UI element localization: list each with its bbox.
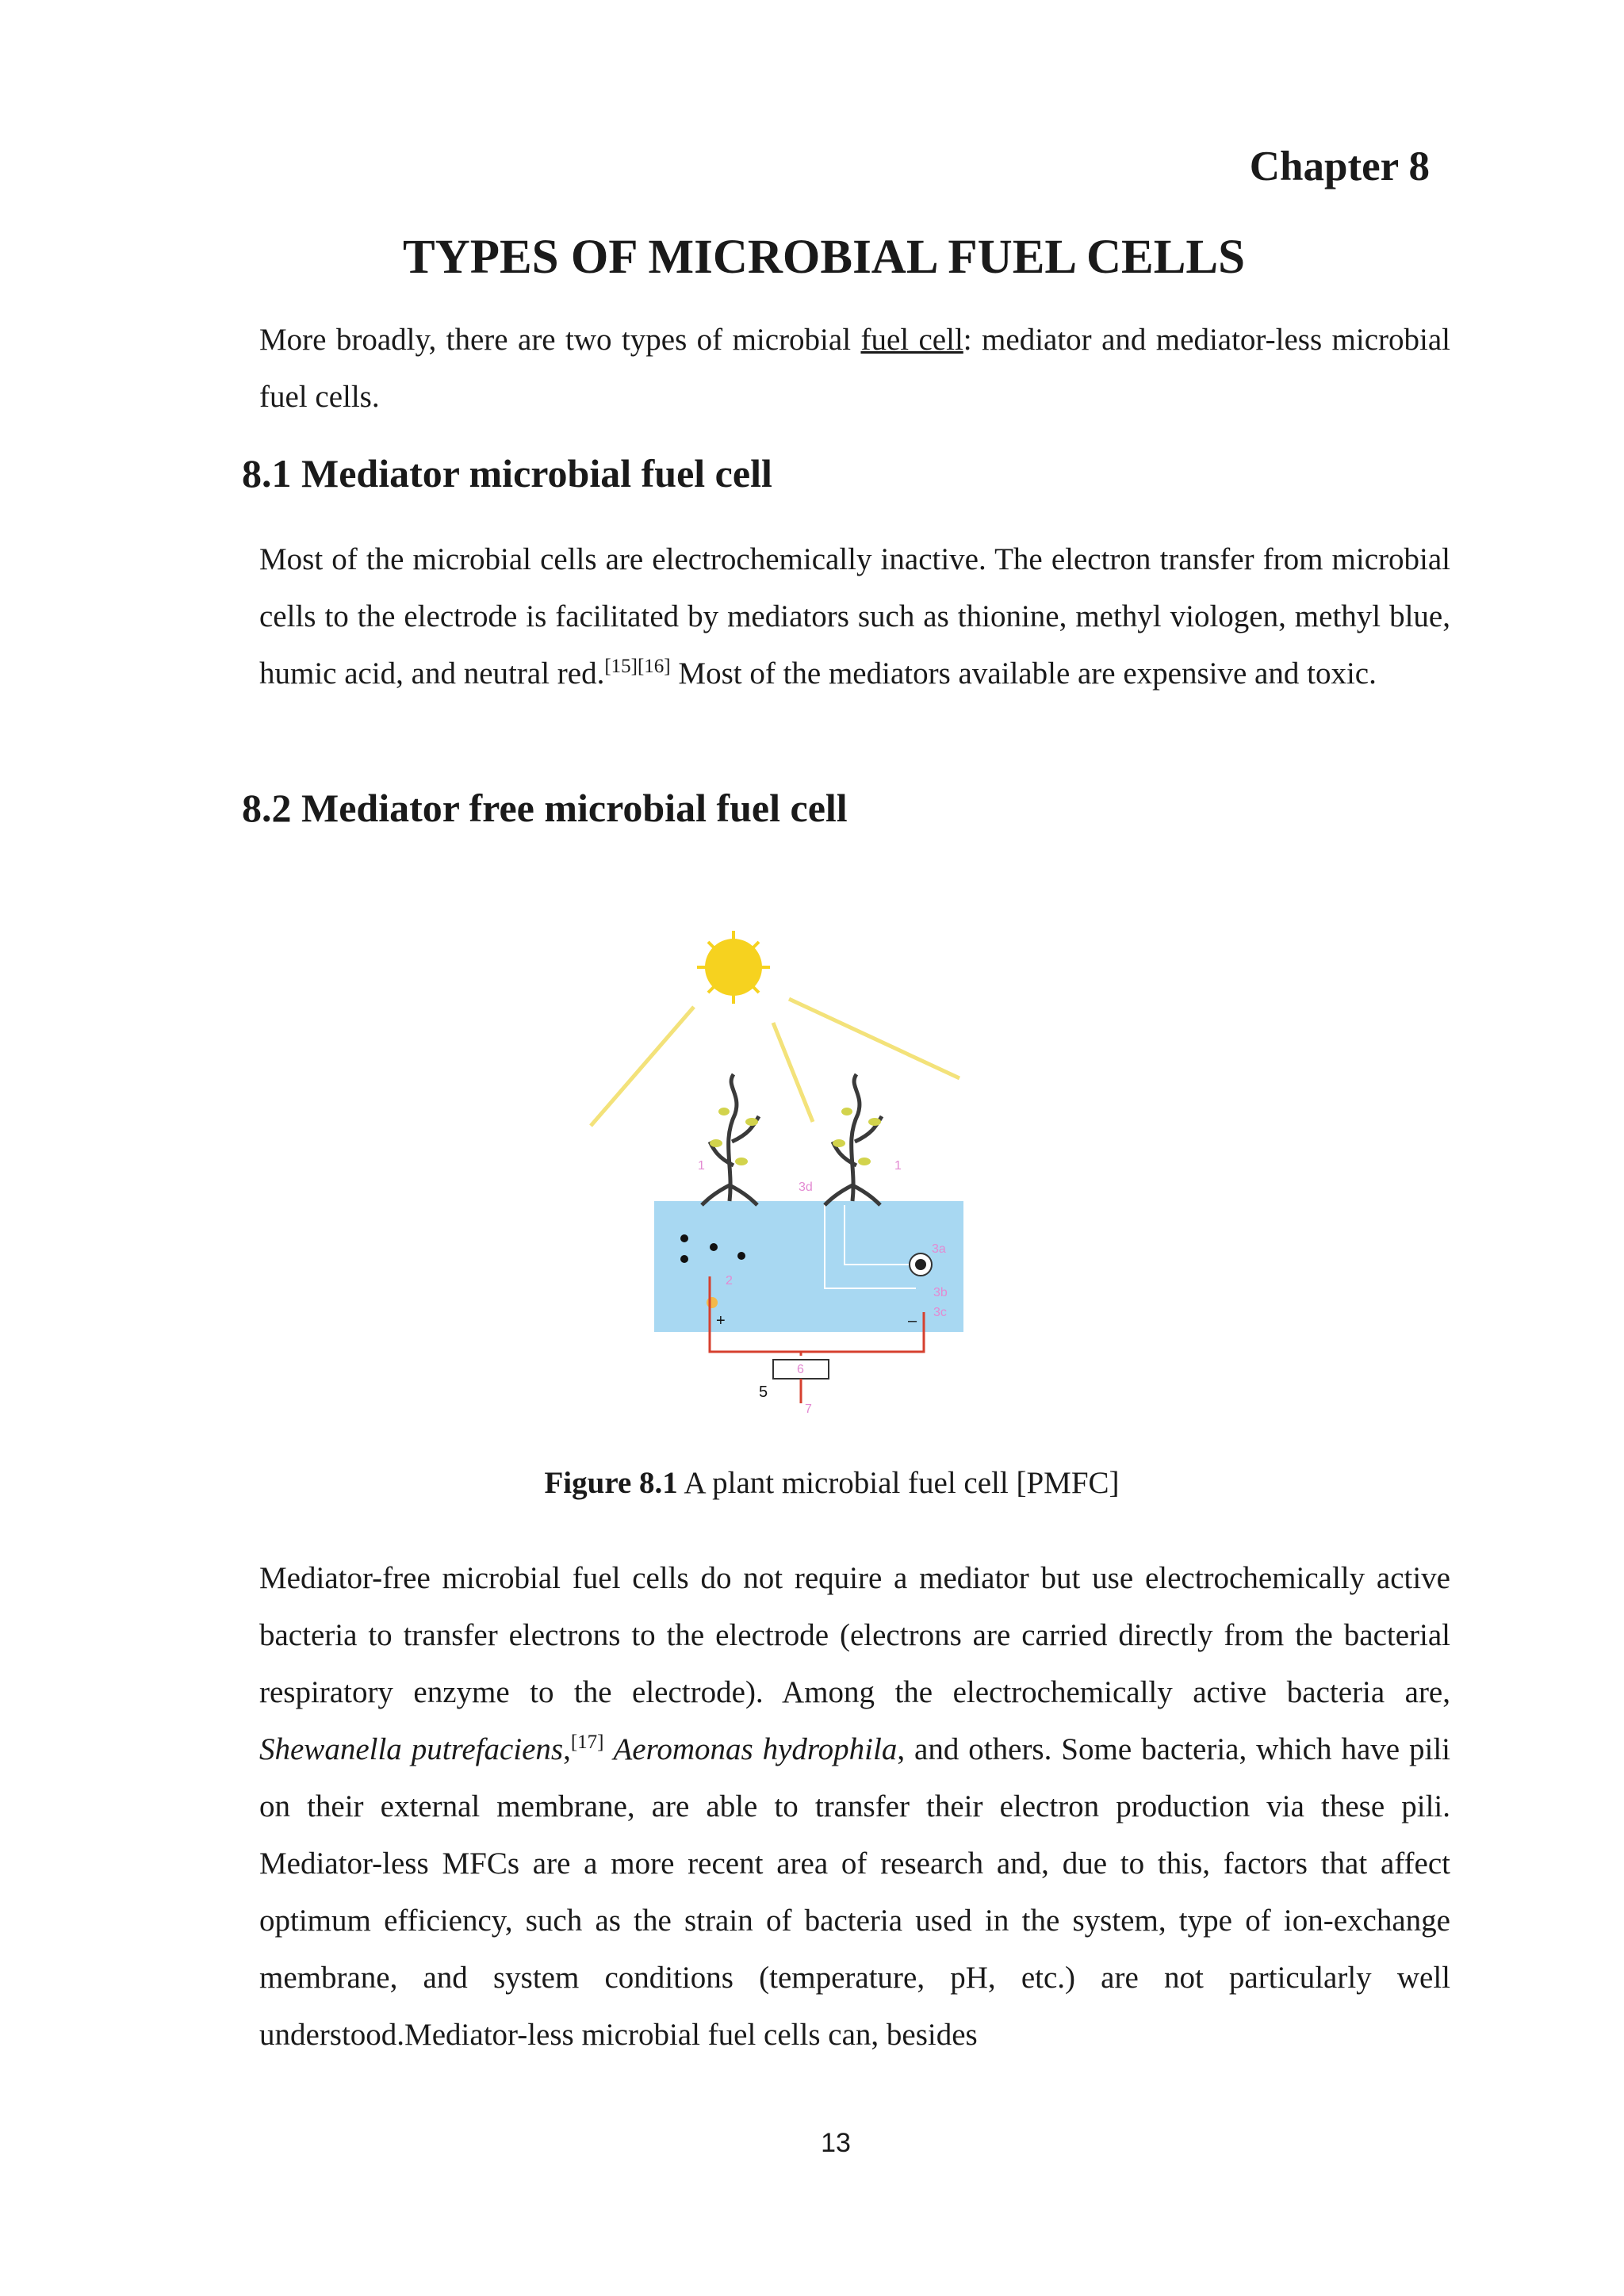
anode-marker	[707, 1297, 718, 1308]
figure-caption	[0, 1465, 1624, 1501]
sun-ray-right	[789, 999, 959, 1078]
section-2-text-c	[604, 1732, 614, 1766]
plant-mfc-diagram	[583, 928, 995, 1419]
section-1-text-end: Most of the mediators available are expensive and toxic.	[670, 656, 1377, 691]
sun-ray-middle	[773, 1023, 813, 1122]
plant-right-icon	[825, 1074, 882, 1205]
label-output: 7	[805, 1402, 812, 1416]
label-tube-3d: 3d	[799, 1181, 813, 1194]
section-2-paragraph	[242, 1550, 1450, 2064]
section-2-text-d: , and others. Some bacteria, which have pili on their external membrane, are able to transfer their electron production via these pili. Mediator-less MFCs are a more recent area of research and, due to this, factors that affect optimum efficiency, such as the strain of bacteria used in the system, type of ion-exchange membrane, and system conditions (temperature, pH, etc.) are not particularly well understood.Mediator-less microbial fuel cells can, besides	[259, 1732, 1451, 2052]
section-heading-8-1: 8.1 Mediator microbial fuel cell	[242, 451, 772, 496]
label-minus: –	[908, 1312, 917, 1330]
label-plant-left: 1	[698, 1159, 705, 1173]
section-heading-8-2: 8.2 Mediator free microbial fuel cell	[242, 786, 848, 830]
sun-ray-left	[591, 1007, 694, 1126]
label-plus: +	[716, 1312, 726, 1330]
species-shewanella: Shewanella putrefaciens	[259, 1732, 564, 1766]
section-2-text-a: Mediator-free microbial fuel cells do not require a mediator but use electrochemically active bacteria to transfer electrons to the electrode (electrons are carried directly from the bacterial respiratory enzyme to the electrode). Among the electrochemically active bacteria are,	[259, 1561, 1450, 1709]
page-number: 13	[821, 2128, 851, 2158]
sun-icon	[697, 931, 770, 1004]
label-load: 6	[797, 1363, 804, 1376]
intro-text-start: More broadly, there are two types of microbial	[259, 323, 861, 357]
plant-left-icon	[702, 1074, 759, 1205]
citation-16[interactable]: [16]	[637, 656, 671, 677]
plant-mfc-figure	[583, 928, 995, 1419]
section-1-paragraph	[242, 531, 1450, 702]
label-3c: 3c	[933, 1306, 947, 1319]
section-1-text: Most of the microbial cells are electrochemically inactive. The electron transfer from microbial cells to the electrode is facilitated by mediators such as thionine, methyl viologen, methyl blue, humic acid, and neutral red.	[259, 542, 1450, 691]
figure-caption-text: A plant microbial fuel cell [PMFC]	[677, 1466, 1120, 1500]
intro-paragraph	[242, 312, 1450, 426]
species-aeromonas: Aeromonas hydrophila	[613, 1732, 898, 1766]
label-ground: 5	[759, 1383, 768, 1401]
section-2-text-b: ,	[563, 1732, 571, 1766]
citation-17[interactable]: [17]	[570, 1732, 604, 1753]
chapter-label: Chapter 8	[1249, 144, 1430, 189]
citation-15[interactable]: [15]	[604, 656, 638, 677]
label-plant-right: 1	[894, 1159, 902, 1173]
label-3a: 3a	[932, 1242, 946, 1256]
chapter-title: TYPES OF MICROBIAL FUEL CELLS	[402, 231, 1246, 284]
label-3b: 3b	[933, 1286, 948, 1299]
fuel-cell-link[interactable]: fuel cell	[860, 323, 963, 357]
label-2: 2	[726, 1274, 733, 1288]
intro-text-end: : mediator and mediator-less microbial fuel cells.	[259, 323, 1450, 414]
figure-number: Figure 8.1	[544, 1466, 678, 1500]
